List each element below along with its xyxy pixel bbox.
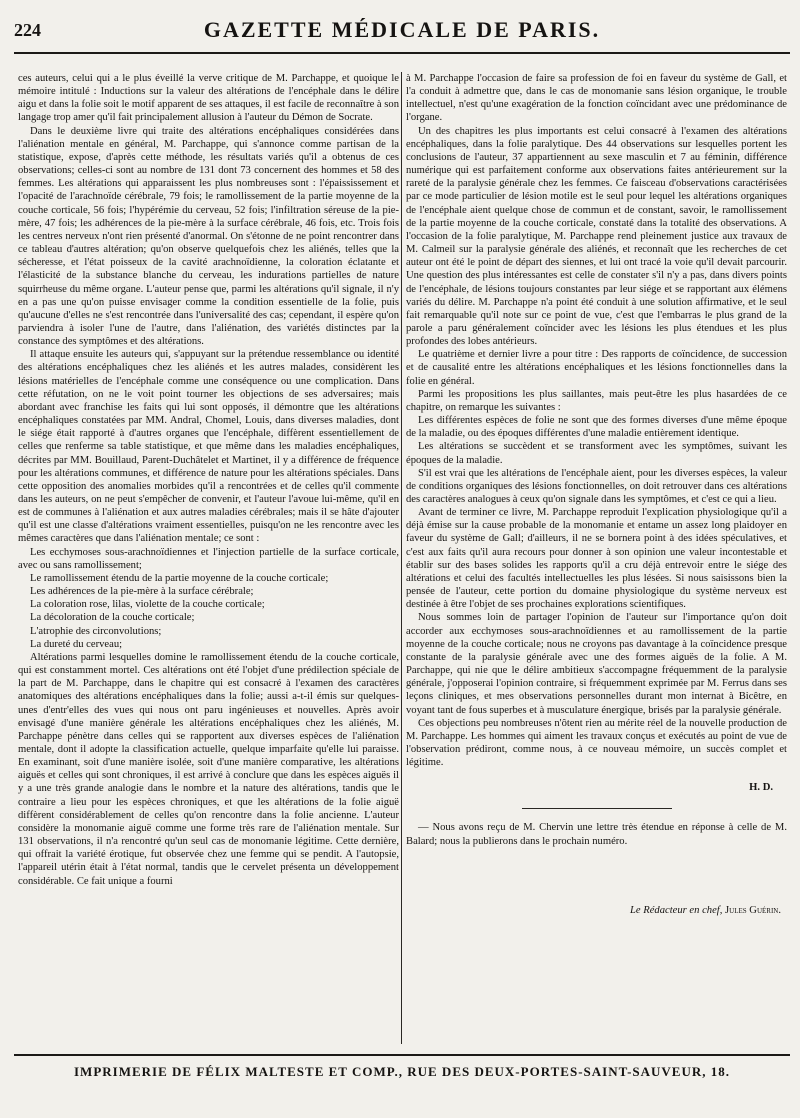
paragraph: Nous sommes loin de partager l'opinion de l'auteur sur l'importance qu'on doit accorder aux ecchymoses sous-arachnoïdiennes et au ramollissement de la partie moyenne de la couche corticale; nous ne croyons pas davantage à la coïncidence presque constante de la paralysie générale avec une des formes aiguës de la folie. A M. Parchappe, qui nie que le délire ambitieux s'accompagne fréquemment de la paralysie générale, j'opposerai l'opinion contraire, si fréquemment exprimée par M. Ferrus dans ses leçons cliniques, et mes observations personnelles durant mon internat à Bicêtre, en voyant tant de fous superbes et à musculature énergique, brisés par la paralysie générale. bbox=[406, 612, 787, 716]
author-signature: H. D. bbox=[749, 782, 773, 794]
right-column bbox=[406, 72, 787, 1044]
paragraph: ces auteurs, celui qui a le plus éveillé la verve critique de M. Parchappe, et quoique le mémoire intitulé : Inductions sur la valeur des altérations de l'encéphale dans le délire aigu et dans la folie soit le motif apparent de ses attaques, il est facile de reconnaître à son langage trop amer qu'il fait principalement allusion à l'auteur du Démon de Socrate. bbox=[18, 73, 399, 124]
list-item: La décoloration de la couche corticale; bbox=[30, 612, 195, 624]
list-item: Les ecchymoses sous-arachnoïdiennes et l'injection partielle de la surface corticale, avec ou sans ramollissement; bbox=[18, 546, 399, 571]
paragraph: à M. Parchappe l'occasion de faire sa profession de foi en faveur du système de Gall, et l'a conduit à admettre que, dans le cas de monomanie sans lésion organique, le trouble intellectuel, n'est qu'une exagération de la fonction coïncidant avec une prédominance de l'organe. bbox=[406, 73, 787, 124]
list-item: L'atrophie des circonvolutions; bbox=[30, 625, 162, 637]
editorial-note: — Nous avons reçu de M. Chervin une lettre très étendue en réponse à celle de M. Balard; nous la publierons dans le prochain numéro. bbox=[406, 822, 787, 847]
left-column bbox=[18, 72, 399, 1044]
section-divider bbox=[522, 808, 672, 809]
list-item: Les adhérences de la pie-mère à la surface cérébrale; bbox=[30, 586, 254, 598]
paragraph: Les altérations se succèdent et se transforment avec les symptômes, suivant les époques de la maladie. bbox=[406, 441, 787, 466]
list-item: La dureté du cerveau; bbox=[30, 638, 123, 650]
article-columns bbox=[14, 72, 790, 1044]
printer-imprint: IMPRIMERIE DE FÉLIX MALTESTE ET COMP., RUE DES DEUX-PORTES-SAINT-SAUVEUR, 18. bbox=[14, 1054, 790, 1080]
column-divider bbox=[401, 72, 402, 1044]
paragraph: Ces objections peu nombreuses n'ôtent rien au mérite réel de la nouvelle production de M. Parchappe. Les hommes qui aiment les travaux conçus et exécutés au point de vue de l'observation prédiront, comme nous, à ce nouveau mémoire, un succès complet et légitime. bbox=[406, 717, 787, 769]
newspaper-page bbox=[14, 8, 790, 1102]
journal-title: GAZETTE MÉDICALE DE PARIS. bbox=[203, 17, 601, 42]
paragraph: Avant de terminer ce livre, M. Parchappe reproduit l'explication physiologique qu'il a déjà émise sur la cause probable de la monomanie et entame un assez long plaidoyer en faveur du système de Gall; d'ailleurs, il ne se bornera point à des idées spéculatives, et c'est aux faits qu'il aura recours pour donner à son opinion une valeur incontestable et établir sur des bases solides les rapports qu'il a cru déjà entrevoir entre le siége des altérations et celui des facultés intellectuelles les plus lésées. Si nous saisissons bien la pensée de l'auteur, cette portion du domaine physiologique du système nerveux est destinée à être l'objet de ses prochaines explorations scientifiques. bbox=[406, 507, 787, 611]
paragraph: Altérations parmi lesquelles domine le ramollissement étendu de la couche corticale, qui est constamment mortel. Ces altérations ont été l'objet d'une prédilection spéciale de la part de M. Parchappe, dans le chapitre qui est consacré à l'examen des caractères anatomiques des altérations encéphaliques dans la folie; aussi a-t-il émis sur quelques-unes d'entr'elles des vues qui nous ont paru ingénieuses et nouvelles. Après avoir envisagé d'une manière générale les altérations encéphaliques chez les aliénés, M. Parchappe pénètre dans celles qui se rapportent aux diverses espèces de l'aliénation mentale, dont il adopte la classification actuelle, quelque imparfaite qu'elle lui paraisse. En examinant, soit d'une manière isolée, soit d'une manière comparative, les altérations aiguës et celles qui sont chroniques, il est arrivé à conclure que dans les espèces aiguës il y a une très grande analogie dans le nombre et la nature des altérations, tandis que le contraire a lieu pour les espèces chroniques, et que les altérations de la folie aiguë diffèrent considérablement de celles qu'on rencontre dans la folie ancienne. L'auteur considère la monomanie aiguë comme une forme très rare de l'aliénation mentale. Sur 131 observations, il n'a rencontré qu'un seul cas de monomanie légitime. Cette dernière, qui offrait la variété érotique, fut observée chez une femme qui se pendit. A l'autopsie, l'appareil utérin était à l'état normal, tandis que le cervelet présenta un développement considérable. Ce fait unique a fourni bbox=[18, 651, 399, 887]
editor-name: Jules Guérin. bbox=[725, 904, 781, 916]
paragraph: S'il est vrai que les altérations de l'encéphale aient, pour les diverses espèces, la valeur de conditions organiques des lésions fonctionnelles, on doit retrouver dans ces altérations des caractères analogues à ceux qu'on signale dans les symptômes, et c'est ce qui a lieu. bbox=[406, 467, 787, 505]
page-header bbox=[14, 8, 790, 54]
paragraph: Les différentes espèces de folie ne sont que des formes diverses d'une même époque de la maladie, ou des époques différentes d'une maladie entièrement identique. bbox=[406, 415, 787, 440]
paragraph: Il attaque ensuite les auteurs qui, s'appuyant sur la prétendue ressemblance ou identité des altérations encéphaliques chez les aliénés et les autres malades, considèrent les lésions matérielles de l'encéphale comme une conséquence ou une complication. Dans cette réfutation, on ne le voit point tourner les objections de ses adversaires; mais abordant avec franchise les faits qui lui sont opposés, il démontre que les altérations encéphaliques constatées par MM. Andral, Chomel, Louis, dans diverses maladies, dont le siége était rapporté à d'autres organes que l'encéphale, diffèrent essentiellement de celles que renferme sa table statistique, et que même dans les maladies encéphaliques, décrites par MM. Bouillaud, Parent-Duchâtelet et Martinet, il y a différence de fréquence pour les altérations communes, et différence de nature pour les altérations spéciales. Dans cette opposition des anomalies morbides qu'il a rencontrées et de celles qu'il commente dans les auteurs, on ne peut s'empêcher de convenir, et l'auteur l'avoue lui-même, qu'il en est de communes à l'aliénation et aux autres maladies cérébrales; mais il se hâte d'ajouter qu'il est une classe d'altérations vraiment essentielles, puisqu'on ne les rencontre avec les mêmes caractères que dans l'aliénation mentale; ce sont : bbox=[18, 349, 399, 545]
paragraph: Dans le deuxième livre qui traite des altérations encéphaliques considérées dans l'aliénation mentale en général, M. Parchappe, qui s'annonce comme partisan de la statistique, expose, d'après cette méthode, les résultats variés qu'il a obtenus de ces observations; celles-ci sont au nombre de 131 dont 73 concernent des hommes et 58 des femmes. Les altérations qui apparaissent les plus nombreuses sont : l'épaississement et l'opacité de l'arachnoïde cérébrale, 79 fois; le ramollissement de la partie moyenne de la couche corticale, 56 fois; l'hypérémie du cerveau, 52 fois; l'infiltration séreuse de la pie-mère, 47 fois; les adhérences de la pie-mère à la surface cérébrale, 46 fois, etc. Trois fois les centres nerveux n'ont rien présenté d'anormal. On s'étonne de ne point rencontrer dans ce tableau d'autres altération; qu'on observe quelquefois chez les aliénés, telles que la sécheresse, et l'état poisseux de la cavité arachnoïdienne, la coloration éclatante et l'élasticité de la substance blanche du cerveau, les indurations partielles de nature squirrheuse du même organe. L'auteur pense que, parmi les altérations qu'il signale, il n'y en a pas une qu'on puisse envisager comme la condition essentielle de la folie, puis qu'aucune d'elles ne s'est rencontrée dans l'universalité des cas; cependant, il espère qu'on parviendra à isoler l'une de l'autre, dans l'aliénation, des variétés distinctes par la constance des symptômes et des altérations. bbox=[18, 125, 399, 348]
list-item: Le ramollissement étendu de la partie moyenne de la couche corticale; bbox=[30, 572, 329, 584]
paragraph: Parmi les propositions les plus saillantes, mais peut-être les plus hasardées de ce chapitre, on remarque les suivantes : bbox=[406, 388, 787, 413]
page-number: 224 bbox=[14, 20, 41, 40]
lesion-list bbox=[18, 546, 399, 651]
paragraph: Le quatrième et dernier livre a pour titre : Des rapports de coïncidence, de succession et de causalité entre les altérations encéphaliques et les lésions fonctionnelles dans la folie en général. bbox=[406, 349, 787, 387]
list-item: La coloration rose, lilas, violette de la couche corticale; bbox=[30, 599, 265, 611]
editor-label: Le Rédacteur en chef, bbox=[630, 904, 723, 916]
editor-signature bbox=[406, 904, 787, 917]
paragraph: Un des chapitres les plus importants est celui consacré à l'examen des altérations encéphaliques, dans la folie paralytique. Des 44 observations sur lesquelles portent les conclusions de l'auteur, 37 appartiennent au sexe masculin et 7 au féminin, différence numérique qui est parfaitement conforme aux observations faites antérieurement sur la rareté de la paralysie générale chez les femmes. Ce faisceau d'observations caractérisées par ce mode particulier de lésion motile est le seul pour lequel les altérations organiques de l'encéphale aient quelque chose de commun et de constant, savoir, le ramollissement de la partie moyenne de la couche corticale, constaté dans la totalité des observations. A l'occasion de la folie paralytique, M. Parchappe rend pleinement justice aux travaux de M. Calmeil sur la paralysie générale des aliénés, et reconnaît que les recherches de cet auteur ont été le point de départ des siennes, et lui ont tracé la voie qu'il devait parcourir. Une question des plus intéressantes est celle de constater s'il n'y a pas, dans divers points de l'encéphale, de lésions toujours constantes par leur siége et se rapportant aux élémens variés du délire. M. Parchappe n'a point été conduit à une solution affirmative, et le seul fait remarquable qu'il note sur ce point de vue, c'est que l'embarras le plus grand de la parole a paru généralement coïncider avec les lésions les plus étendues et les plus profondes des lobes antérieurs. bbox=[406, 125, 787, 348]
